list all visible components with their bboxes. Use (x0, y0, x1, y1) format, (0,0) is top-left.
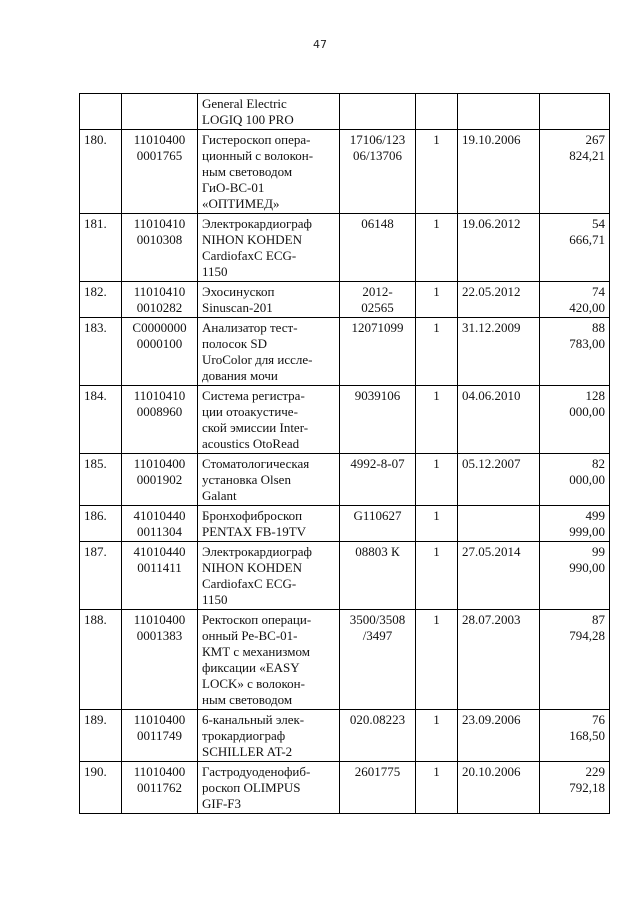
row-number: 190. (80, 762, 122, 814)
table-row (80, 386, 610, 454)
cost-value: 99 990,00 (540, 542, 610, 610)
cost-value: 88 783,00 (540, 318, 610, 386)
row-number (80, 94, 122, 130)
inventory-code: 11010400 0011749 (122, 710, 198, 762)
serial-number: 06148 (340, 214, 416, 282)
quantity: 1 (416, 282, 458, 318)
table-row (80, 282, 610, 318)
commission-date: 22.05.2012 (458, 282, 540, 318)
table-row (80, 610, 610, 710)
equipment-name: Ректоскоп операци- онный Ре-ВС-01- КМТ с механизмом фиксации «EASY LOCK» с волокон- ным световодом (198, 610, 340, 710)
inventory-code: 41010440 0011411 (122, 542, 198, 610)
serial-number: 2601775 (340, 762, 416, 814)
equipment-name: Эхосинускоп Sinuscan-201 (198, 282, 340, 318)
inventory-code: 11010400 0001902 (122, 454, 198, 506)
quantity: 1 (416, 214, 458, 282)
inventory-code: 11010400 0001765 (122, 130, 198, 214)
quantity: 1 (416, 386, 458, 454)
row-number: 186. (80, 506, 122, 542)
commission-date: 19.06.2012 (458, 214, 540, 282)
commission-date (458, 506, 540, 542)
commission-date (458, 94, 540, 130)
commission-date: 23.09.2006 (458, 710, 540, 762)
serial-number: 020.08223 (340, 710, 416, 762)
equipment-name: Электрокардиограф NIHON KOHDEN CardiofaxC ECG- 1150 (198, 214, 340, 282)
row-number: 184. (80, 386, 122, 454)
cost-value: 82 000,00 (540, 454, 610, 506)
table-row (80, 762, 610, 814)
row-number: 183. (80, 318, 122, 386)
cost-value: 229 792,18 (540, 762, 610, 814)
cost-value: 499 999,00 (540, 506, 610, 542)
equipment-name: Электрокардиограф NIHON KOHDEN CardiofaxC ECG- 1150 (198, 542, 340, 610)
inventory-table (79, 93, 610, 814)
equipment-name: Гистероскоп опера- ционный с волокон- ным световодом ГиО-ВС-01 «ОПТИМЕД» (198, 130, 340, 214)
row-number: 188. (80, 610, 122, 710)
serial-number: 2012- 02565 (340, 282, 416, 318)
quantity: 1 (416, 506, 458, 542)
quantity: 1 (416, 130, 458, 214)
commission-date: 05.12.2007 (458, 454, 540, 506)
equipment-name: General Electric LOGIQ 100 PRO (198, 94, 340, 130)
inventory-code: 11010410 0010282 (122, 282, 198, 318)
inventory-code: С0000000 0000100 (122, 318, 198, 386)
quantity: 1 (416, 710, 458, 762)
inventory-code: 11010410 0008960 (122, 386, 198, 454)
cost-value: 267 824,21 (540, 130, 610, 214)
table-row (80, 506, 610, 542)
row-number: 182. (80, 282, 122, 318)
cost-value: 87 794,28 (540, 610, 610, 710)
inventory-code: 11010400 0001383 (122, 610, 198, 710)
serial-number: 4992-8-07 (340, 454, 416, 506)
equipment-name: Гастродуоденофиб- роскоп OLIMPUS GIF-F3 (198, 762, 340, 814)
serial-number: 08803 К (340, 542, 416, 610)
inventory-code (122, 94, 198, 130)
quantity: 1 (416, 610, 458, 710)
inventory-code: 41010440 0011304 (122, 506, 198, 542)
serial-number: 12071099 (340, 318, 416, 386)
quantity: 1 (416, 454, 458, 506)
equipment-name: 6-канальный элек- трокардиограф SCHILLER AT-2 (198, 710, 340, 762)
serial-number: G110627 (340, 506, 416, 542)
equipment-name: Бронхофиброскоп PENTAX FB-19TV (198, 506, 340, 542)
serial-number (340, 94, 416, 130)
table-row (80, 130, 610, 214)
commission-date: 20.10.2006 (458, 762, 540, 814)
cost-value: 54 666,71 (540, 214, 610, 282)
table-row (80, 94, 610, 130)
table-row (80, 542, 610, 610)
table-body (80, 94, 610, 814)
equipment-name: Стоматологическая установка Olsen Galant (198, 454, 340, 506)
row-number: 181. (80, 214, 122, 282)
commission-date: 28.07.2003 (458, 610, 540, 710)
quantity: 1 (416, 762, 458, 814)
cost-value: 128 000,00 (540, 386, 610, 454)
cost-value: 76 168,50 (540, 710, 610, 762)
cost-value (540, 94, 610, 130)
page-number: 47 (313, 38, 327, 51)
serial-number: 17106/123 06/13706 (340, 130, 416, 214)
commission-date: 19.10.2006 (458, 130, 540, 214)
commission-date: 27.05.2014 (458, 542, 540, 610)
commission-date: 31.12.2009 (458, 318, 540, 386)
quantity: 1 (416, 542, 458, 610)
inventory-code: 11010400 0011762 (122, 762, 198, 814)
row-number: 180. (80, 130, 122, 214)
table-row (80, 318, 610, 386)
equipment-name: Анализатор тест- полосок SD UroColor для иссле- дования мочи (198, 318, 340, 386)
table-row (80, 710, 610, 762)
cost-value: 74 420,00 (540, 282, 610, 318)
row-number: 189. (80, 710, 122, 762)
serial-number: 3500/3508 /3497 (340, 610, 416, 710)
inventory-code: 11010410 0010308 (122, 214, 198, 282)
row-number: 187. (80, 542, 122, 610)
quantity (416, 94, 458, 130)
equipment-name: Система регистра- ции отоакустиче- ской эмиссии Inter- acoustics OtoRead (198, 386, 340, 454)
table-row (80, 214, 610, 282)
commission-date: 04.06.2010 (458, 386, 540, 454)
row-number: 185. (80, 454, 122, 506)
table-row (80, 454, 610, 506)
serial-number: 9039106 (340, 386, 416, 454)
quantity: 1 (416, 318, 458, 386)
